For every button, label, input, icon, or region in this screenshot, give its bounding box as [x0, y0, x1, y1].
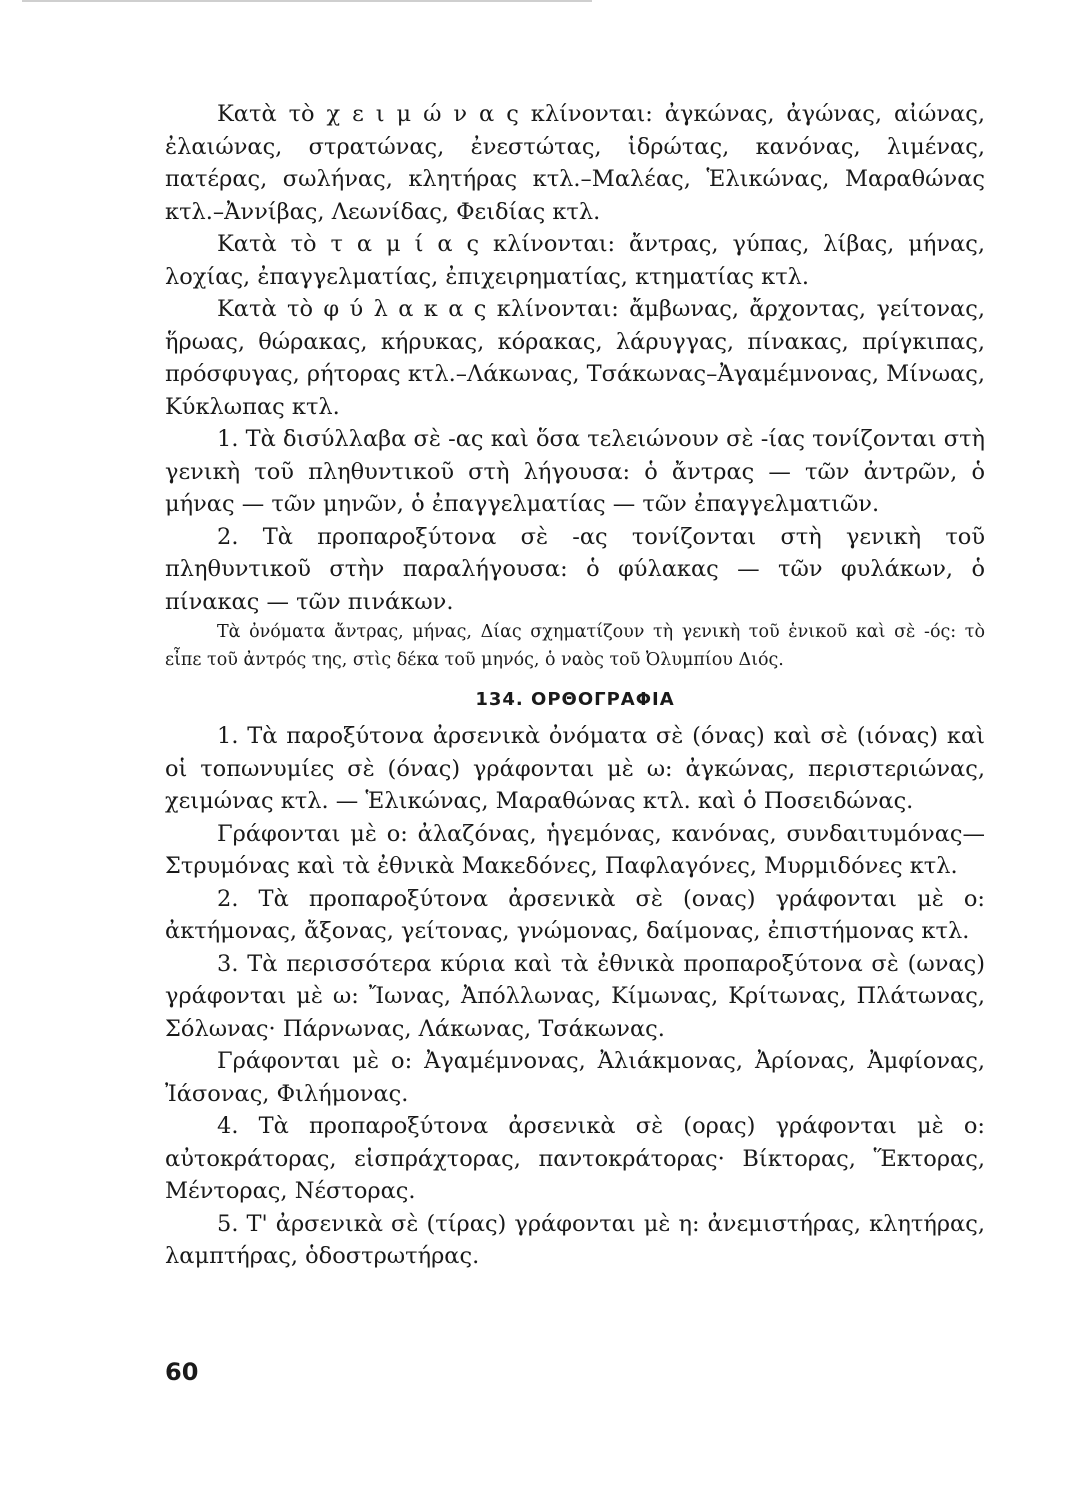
note-genitive-singular: Τὰ ὀνόματα ἄντρας, μήνας, Δίας σχηματίζουν τὴ γενικὴ τοῦ ἑνικοῦ καὶ σὲ -ός: τὸ εἶπε τοῦ ἀντρός της, στὶς δέκα τοῦ μηνός, ὁ ναὸς τοῦ Ὀλυμπίου Διός.: [165, 622, 985, 670]
rule-1-genitive-plural: 1. Τὰ δισύλλαβα σὲ -ας καὶ ὅσα τελειώνουν σὲ -ίας τονίζονται στὴ γενικὴ τοῦ πληθυντικοῦ στὴ λήγουσα: ὁ ἄντρας — τῶν ἀντρῶν, ὁ μήνας — τῶν μηνῶν, ὁ ἐπαγγελματίας — τῶν ἐπαγγελματιῶν.: [165, 426, 985, 517]
paragraph-tamias: Κατὰ τὸ τ α μ ί α ς κλίνονται: ἄντρας, γύπας, λίβας, μήνας, λοχίας, ἐπαγγελματίας, ἐπιχειρηματίας, κτηματίας κτλ.: [165, 231, 985, 290]
section-heading-orthography: 134. ΟΡΘΟΓΡΑΦΙΑ: [475, 689, 675, 710]
paragraph-cheimonas: Κατὰ τὸ χ ε ι μ ώ ν α ς κλίνονται: ἀγκώνας, ἀγώνας, αἰώνας, ἐλαιώνας, στρατώνας, ἐνεστώτας, ἱδρώτας, κανόνας, λιμένας, πατέρας, σωλήνας, κλητήρας κτλ.–Μαλέας, Ἑλικώνας, Μαραθώνας κτλ.–Ἀννίβας, Λεωνίδας, Φειδίας κτλ.: [165, 101, 985, 225]
scan-edge-line: [22, 0, 592, 2]
ortho-rule-2: 2. Τὰ προπαροξύτονα ἀρσενικὰ σὲ (ονας) γράφονται μὲ ο: ἀκτήμονας, ἄξονας, γείτονας, γνώμονας, δαίμονας, ἐπιστήμονας κτλ.: [165, 885, 985, 944]
ortho-rule-5: 5. Τ' ἀρσενικὰ σὲ (τίρας) γράφονται μὲ η: ἀνεμιστήρας, κλητήρας, λαμπτήρας, ὁδοστρωτήρας.: [165, 1210, 985, 1269]
ortho-rule-1-omicron: Γράφονται μὲ ο: ἀλαζόνας, ἡγεμόνας, κανόνας, συνδαιτυμόνας— Στρυμόνας καὶ τὰ ἐθνικὰ Μακεδόνες, Παφλαγόνες, Μυρμιδόνες κτλ.: [165, 820, 985, 879]
ortho-rule-3: 3. Τὰ περισσότερα κύρια καὶ τὰ ἐθνικὰ προπαροξύτονα σὲ (ωνας) γράφονται μὲ ω: Ἴωνας, Ἀπόλλωνας, Κίμωνας, Κρίτωνας, Πλάτωνας, Σόλωνας· Πάρνωνας, Λάκωνας, Τσάκωνας.: [165, 950, 985, 1042]
ortho-rule-4: 4. Τὰ προπαροξύτονα ἀρσενικὰ σὲ (ορας) γράφονται μὲ ο: αὐτοκράτορας, εἰσπράχτορας, παντοκράτορας· Βίκτορας, Ἕκτορας, Μέντορας, Νέστορας.: [165, 1113, 985, 1204]
paragraph-fylakas: Κατὰ τὸ φ ύ λ α κ α ς κλίνονται: ἄμβωνας, ἄρχοντας, γείτονας, ἥρωας, θώρακας, κήρυκας, κόρακας, λάρυγγας, πίνακας, πρίγκιπας, πρόσφυγας, ρήτορας κτλ.–Λάκωνας, Τσάκωνας–Ἀγαμέμνονας, Μίνωας, Κύκλωπας κτλ.: [165, 296, 985, 420]
ortho-rule-3-omicron: Γράφονται μὲ ο: Ἀγαμέμνονας, Ἀλιάκμονας, Ἀρίονας, Ἀμφίονας, Ἰάσονας, Φιλήμονας.: [165, 1048, 985, 1107]
ortho-rule-1: 1. Τὰ παροξύτονα ἀρσενικὰ ὀνόματα σὲ (όνας) καὶ σὲ (ιόνας) καὶ οἱ τοπωνυμίες σὲ (όνας) γράφονται μὲ ω: ἀγκώνας, περιστεριώνας, χειμώνας κτλ. — Ἑλικώνας, Μαραθώνας κτλ. καὶ ὁ Ποσειδώνας.: [165, 723, 985, 814]
rule-2-genitive-plural: 2. Τὰ προπαροξύτονα σὲ -ας τονίζονται στὴ γενικὴ τοῦ πληθυντικοῦ στὴν παραλήγουσα: ὁ φύλακας — τῶν φυλάκων, ὁ πίνακας — τῶν πινάκων.: [165, 523, 985, 615]
page-body: [165, 98, 985, 1273]
page-number: 60: [165, 1358, 199, 1386]
